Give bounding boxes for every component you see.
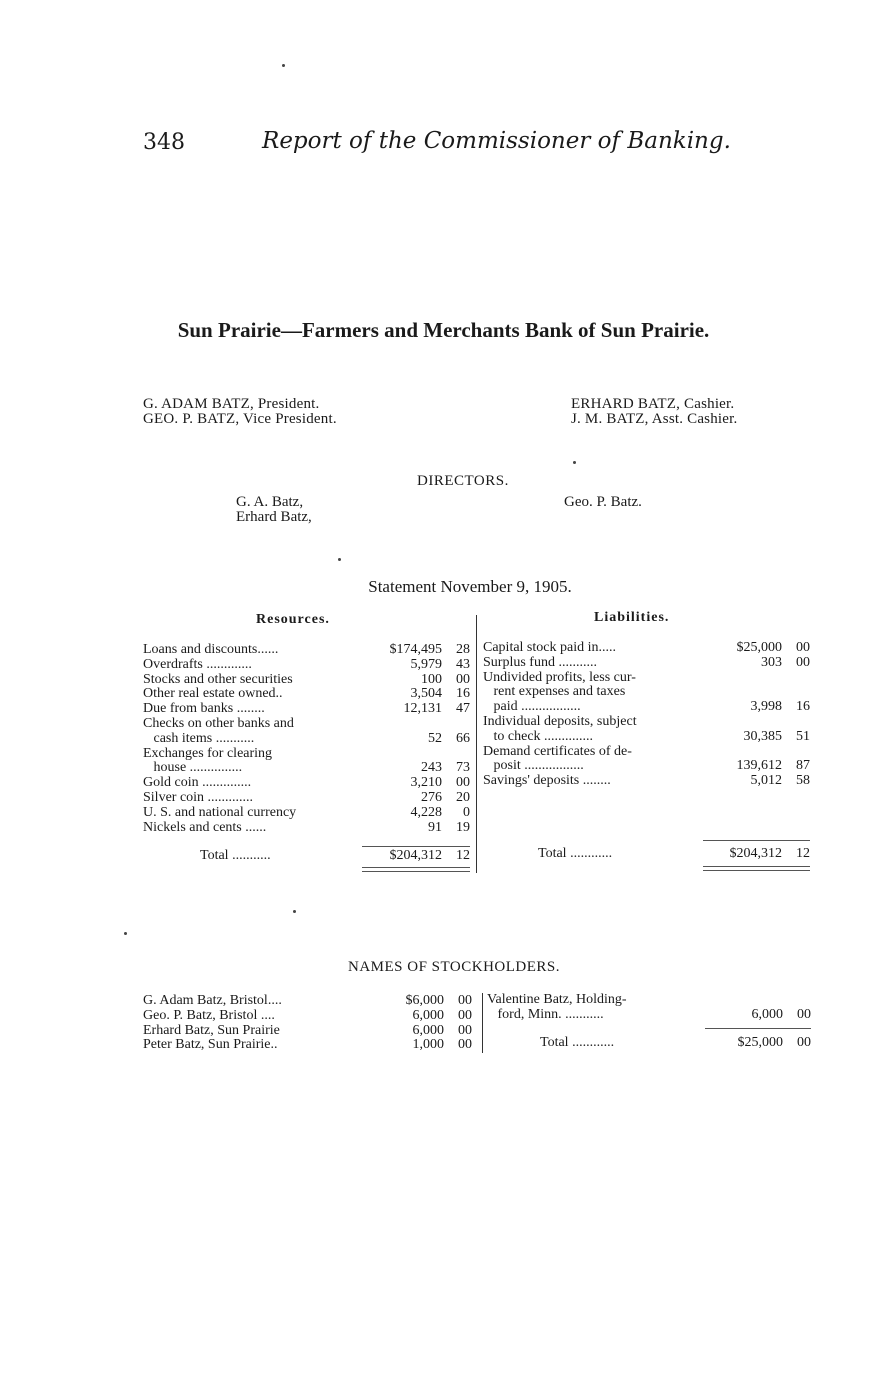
officer-president: G. ADAM BATZ, President. [143, 396, 320, 412]
officer-vice-president: GEO. P. BATZ, Vice President. [143, 411, 337, 427]
resource-cents: 66 [456, 730, 470, 746]
resource-dollars: 3,504 [410, 686, 442, 702]
page-number: 348 [143, 130, 185, 155]
total-label: Total ............ [538, 846, 613, 861]
resource-label: U. S. and national currency [143, 804, 297, 820]
liability-label: rent expenses and taxes [483, 684, 626, 700]
stockholder-row [487, 1008, 811, 1023]
liability-dollars: 3,998 [750, 699, 782, 715]
liability-dollars: 5,012 [750, 773, 782, 789]
liability-row [483, 759, 810, 774]
total-dollars: $204,312 [729, 846, 782, 861]
total-cents: 00 [797, 1035, 811, 1050]
resource-dollars: 5,979 [410, 656, 442, 672]
total-label: Total ............ [540, 1035, 615, 1050]
liability-cents: 16 [796, 699, 810, 715]
total-dollars: $25,000 [737, 1035, 783, 1050]
resource-row [143, 717, 470, 732]
liability-row [483, 685, 810, 700]
stockholder-row [143, 1009, 472, 1024]
officer-asst-cashier: J. M. BATZ, Asst. Cashier. [571, 411, 738, 427]
resource-row [143, 643, 470, 658]
resource-dollars: 276 [421, 790, 442, 805]
liability-row [483, 730, 810, 745]
stockholder-row [143, 1038, 472, 1053]
liability-row [483, 715, 810, 730]
stockholder-label: G. Adam Batz, Bristol.... [143, 993, 282, 1008]
liability-label: Surplus fund ........... [483, 654, 597, 670]
liability-row [483, 774, 810, 789]
stockholder-cents: 00 [797, 1006, 811, 1022]
resource-dollars: 243 [421, 760, 442, 776]
liability-label: paid ................. [483, 699, 581, 715]
officer-cashier: ERHARD BATZ, Cashier. [571, 396, 735, 412]
scan-speck [282, 64, 285, 67]
bank-title: Sun Prairie—Farmers and Merchants Bank of Sun Prairie. [177, 318, 710, 342]
director-name: Erhard Batz, [236, 509, 312, 525]
resource-label: Silver coin ............. [143, 790, 254, 805]
liability-label: Capital stock paid in..... [483, 640, 616, 655]
liability-cents: 58 [796, 773, 810, 789]
stockholder-cents: 00 [458, 1037, 472, 1053]
liability-row [483, 745, 810, 760]
liability-cents: 00 [796, 640, 810, 655]
resource-cents: 43 [456, 656, 470, 672]
scan-speck [338, 558, 341, 561]
resource-label: Stocks and other securities [143, 671, 293, 687]
stockholder-cents: 00 [458, 993, 472, 1008]
liability-row [483, 656, 810, 671]
liability-dollars: 139,612 [736, 758, 782, 774]
double-rule-line [703, 870, 810, 871]
resource-row [143, 806, 470, 821]
liability-row [483, 641, 810, 656]
liability-dollars: $25,000 [736, 640, 782, 655]
liability-label: Demand certificates of de- [483, 743, 632, 759]
column-divider [476, 615, 477, 873]
resource-cents: 00 [456, 775, 470, 791]
stockholder-dollars: 6,000 [751, 1006, 783, 1022]
resource-label: Exchanges for clearing [143, 745, 273, 761]
liability-row [483, 700, 810, 715]
resource-label: Checks on other banks and [143, 716, 294, 731]
resource-label: Other real estate owned.. [143, 686, 283, 702]
resource-cents: 20 [456, 790, 470, 805]
resource-cents: 28 [456, 642, 470, 657]
director-name: G. A. Batz, [236, 494, 304, 510]
resource-cents: 47 [456, 701, 470, 717]
directors-heading: DIRECTORS. [417, 473, 509, 489]
rule-line [705, 1028, 811, 1029]
resource-row [143, 687, 470, 702]
resource-cents: 19 [456, 819, 470, 835]
resource-label: house ............... [143, 760, 243, 776]
resource-label: Overdrafts ............. [143, 656, 252, 672]
liability-label: Undivided profits, less cur- [483, 669, 636, 685]
stockholder-cents: 00 [458, 1007, 472, 1023]
total-cents: 12 [456, 848, 470, 863]
liability-cents: 87 [796, 758, 810, 774]
liability-dollars: 303 [761, 654, 782, 670]
resource-label: Due from banks ........ [143, 701, 265, 717]
total-label: Total ........... [200, 848, 271, 863]
double-rule-line [703, 866, 810, 867]
liability-label: Individual deposits, subject [483, 714, 637, 729]
resource-label: cash items ........... [143, 730, 255, 746]
statement-title: Statement November 9, 1905. [368, 577, 572, 596]
resource-dollars: 100 [421, 671, 442, 687]
liability-row [483, 671, 810, 686]
stockholder-dollars: $6,000 [405, 993, 444, 1008]
resource-dollars: 4,228 [410, 804, 442, 820]
rule-line [703, 840, 810, 841]
resource-dollars: 52 [428, 730, 442, 746]
stockholder-row [143, 1024, 472, 1039]
resource-cents: 16 [456, 686, 470, 702]
resource-row [143, 658, 470, 673]
liabilities-heading: Liabilities. [594, 610, 670, 625]
total-dollars: $204,312 [389, 848, 442, 863]
stockholder-label: Geo. P. Batz, Bristol .... [143, 1007, 275, 1023]
liability-label: to check .............. [483, 728, 594, 744]
liability-dollars: 30,385 [743, 728, 782, 744]
stockholder-dollars: 6,000 [412, 1007, 444, 1023]
double-rule-line [362, 867, 470, 868]
resource-cents: 0 [463, 804, 470, 820]
resource-label: Gold coin .............. [143, 775, 252, 791]
resource-dollars: 12,131 [403, 701, 442, 717]
resources-total-row [200, 849, 470, 865]
resource-label: Loans and discounts...... [143, 642, 279, 657]
rule-line [362, 846, 470, 847]
stockholder-label: Erhard Batz, Sun Prairie [143, 1022, 280, 1038]
resource-row [143, 761, 470, 776]
stockholder-label: Valentine Batz, Holding- [487, 992, 627, 1007]
resource-row [143, 747, 470, 762]
liability-cents: 00 [796, 654, 810, 670]
resource-cents: 00 [456, 671, 470, 687]
resource-row [143, 702, 470, 717]
total-cents: 12 [796, 846, 810, 861]
stockholder-label: Peter Batz, Sun Prairie.. [143, 1037, 278, 1053]
resource-row [143, 776, 470, 791]
liability-label: posit ................. [483, 758, 584, 774]
scan-speck [124, 932, 127, 935]
stockholder-label: ford, Minn. ........... [487, 1006, 604, 1022]
liabilities-total-row [538, 847, 810, 863]
column-divider [482, 993, 483, 1053]
resource-dollars: $174,495 [389, 642, 442, 657]
stockholder-cents: 00 [458, 1022, 472, 1038]
resource-label: Nickels and cents ...... [143, 819, 267, 835]
director-name: Geo. P. Batz. [564, 494, 642, 510]
stockholders-total-row [540, 1036, 811, 1052]
scan-speck [293, 910, 296, 913]
resources-heading: Resources. [256, 612, 330, 627]
resource-row [143, 791, 470, 806]
scan-speck [573, 461, 576, 464]
double-rule-line [362, 871, 470, 872]
resource-row [143, 673, 470, 688]
running-title: Report of the Commissioner of Banking. [262, 128, 731, 154]
stockholder-row [143, 994, 472, 1009]
resource-cents: 73 [456, 760, 470, 776]
resource-dollars: 3,210 [410, 775, 442, 791]
resource-dollars: 91 [428, 819, 442, 835]
stockholder-dollars: 1,000 [412, 1037, 444, 1053]
stockholder-dollars: 6,000 [412, 1022, 444, 1038]
resource-row [143, 732, 470, 747]
stockholders-heading: NAMES OF STOCKHOLDERS. [348, 959, 561, 975]
resource-row [143, 821, 470, 836]
liability-cents: 51 [796, 728, 810, 744]
stockholder-row [487, 993, 811, 1008]
liability-label: Savings' deposits ........ [483, 773, 611, 789]
